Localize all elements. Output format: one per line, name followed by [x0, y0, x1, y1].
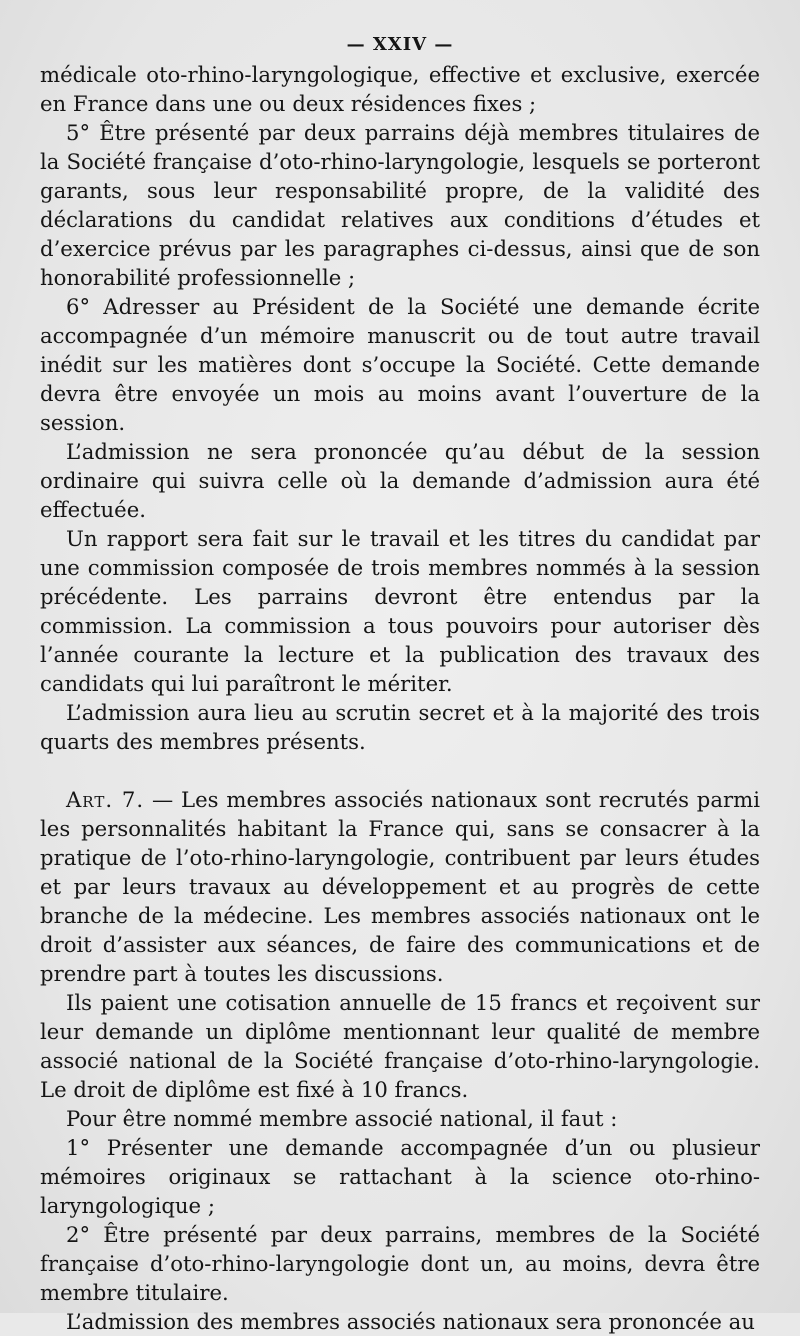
paragraph-conditions-intro: Pour être nommé membre associé national, il faut :	[66, 1106, 618, 1131]
paragraph-admission-associes: L’admission des membres associés nationaux sera prononcée au	[66, 1309, 755, 1334]
body-text	[40, 60, 760, 1336]
paragraph-condition-1: 1° Présenter une demande accompagnée d’un ou plusieur mémoires originaux se rattachant à la science oto-rhino-laryngologique ;	[40, 1135, 760, 1218]
paragraph-admission: L’admission ne sera prononcée qu’au début de la session ordinaire qui suivra celle où la demande d’admission aura été effectuée.	[40, 439, 760, 522]
paragraph-item-6: 6° Adresser au Président de la Société une demande écrite accompagnée d’un mémoire manuscrit ou de tout autre travail inédit sur les matières dont s’occupe la Société. Cette demande devra être envoyée un mois au moins avant l’ouverture de la session.	[40, 294, 760, 435]
paragraph-item-5: 5° Être présenté par deux parrains déjà membres titulaires de la Société française d’oto-rhino-laryngologie, lesquels se porteront garants, sous leur responsabilité propre, de la validité des déclarations du candidat relatives aux conditions d’études et d’exercice prévus par les paragraphes ci-dessus, ainsi que de son honorabilité professionnelle ;	[40, 120, 760, 290]
running-head: — XXIV —	[346, 34, 454, 55]
paragraph-continuation: médicale oto-rhino-laryngologique, effective et exclusive, exercée en France dans une ou deux résidences fixes ;	[40, 62, 760, 116]
paragraph-cotisation: Ils paient une cotisation annuelle de 15 francs et reçoivent sur leur demande un diplôme mentionnant leur qualité de membre associé national de la Société française d’oto-rhino-laryngologie. Le droit de diplôme est fixé à 10 francs.	[40, 990, 760, 1102]
article-7	[40, 785, 760, 988]
paragraph-condition-2: 2° Être présenté par deux parrains, membres de la Société française d’oto-rhino-laryngologie dont un, au moins, devra être membre titulaire.	[40, 1222, 760, 1305]
paragraph-scrutin: L’admission aura lieu au scrutin secret et à la majorité des trois quarts des membres présents.	[40, 700, 760, 754]
article-7-label: Art. 7.	[66, 787, 145, 812]
article-7-text: — Les membres associés nationaux sont recrutés parmi les personnalités habitant la France qui, sans se consacrer à la pratique de l’oto-rhino-laryngologie, contribuent par leurs études et par leurs travaux au développement et au progrès de cette branche de la médecine. Les membres associés nationaux ont le droit d’assister aux séances, de faire des communications et de prendre part à toutes les discussions.	[40, 787, 760, 986]
paragraph-rapport: Un rapport sera fait sur le travail et les titres du candidat par une commission composée de trois membres nommés à la session précédente. Les parrains devront être entendus par la commission. La commission a tous pouvoirs pour autoriser dès l’année courante la lecture et la publication des travaux des candidats qui lui paraîtront le mériter.	[40, 526, 760, 696]
